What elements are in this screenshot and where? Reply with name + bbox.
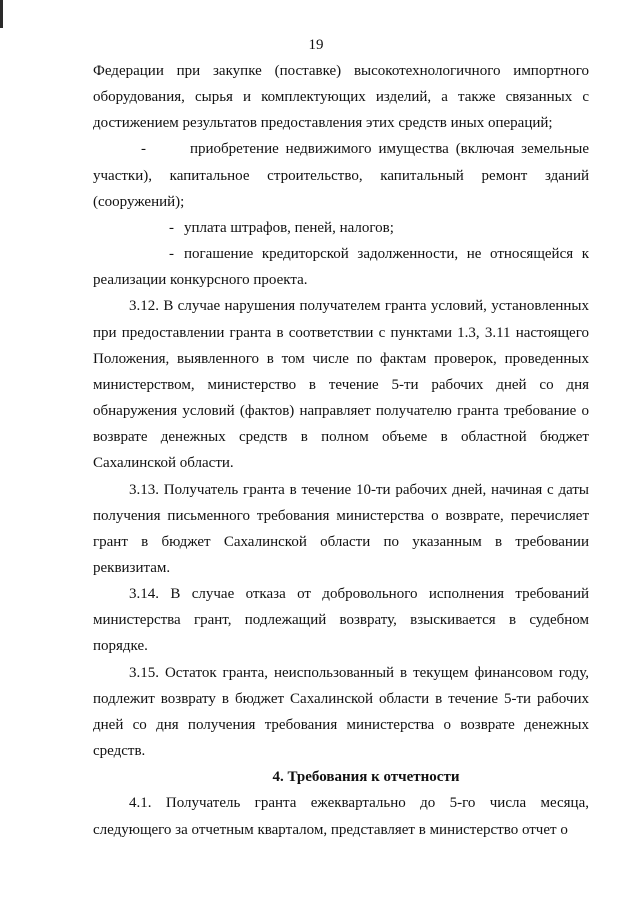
page-number: 19 xyxy=(308,37,324,53)
paragraph-3-12: 3.12. В случае нарушения получателем гранта условий, установленных при предоставлении гранта в соответствии с пунктами 1.3, 3.11 настоящего Положения, выявленного в том числе по фактам проверок, проведенных министерством, министерство в течение 5-ти рабочих дней со дня обнаружения условий (фактов) направляет получателю гранта требование о возврате денежных средств в полном объеме в областной бюджет Сахалинской области. xyxy=(93,298,589,472)
scan-edge-mark xyxy=(0,0,3,28)
paragraph-3-15: 3.15. Остаток гранта, неиспользованный в текущем финансовом году, подлежит возврату в бюджет Сахалинской области в течение 5-ти рабочих дней со дня получения требования министерства о возврате денежных средств. xyxy=(93,664,589,760)
list-dash: - xyxy=(141,141,146,158)
list-dash: - xyxy=(169,246,174,263)
list-dash: - xyxy=(169,219,174,236)
document-body xyxy=(93,58,589,843)
list-item-text: погашение кредиторской задолженности, не относящейся к реализации конкурсного проекта. xyxy=(93,246,589,289)
paragraph-continuation: Федерации при закупке (поставке) высокотехнологичного импортного оборудования, сырья и комплектующих изделий, а также связанных с достижением результатов предоставления этих средств иных операций; xyxy=(93,63,589,132)
list-item-fines xyxy=(93,215,589,241)
list-item-text: приобретение недвижимого имущества (включая земельные участки), капитальное строительство, капитальный ремонт зданий (сооружений); xyxy=(93,141,589,210)
section-heading: 4. Требования к отчетности xyxy=(272,769,460,786)
paragraph-3-13: 3.13. Получатель гранта в течение 10-ти рабочих дней, начиная с даты получения письменного требования министерства о возврате, перечисляет грант в бюджет Сахалинской области по указанным в требовании реквизитам. xyxy=(93,481,589,576)
list-item-text: уплата штрафов, пеней, налогов; xyxy=(184,219,394,236)
list-item-debt xyxy=(93,241,589,293)
paragraph-4-1: 4.1. Получатель гранта ежеквартально до 5-го числа месяца, следующего за отчетным кварталом, представляет в министерство отчет о xyxy=(93,795,589,838)
paragraph-3-14: 3.14. В случае отказа от добровольного исполнения требований министерства грант, подлежащий возврату, взыскивается в судебном порядке. xyxy=(93,586,589,655)
list-item-real-estate xyxy=(93,136,589,214)
